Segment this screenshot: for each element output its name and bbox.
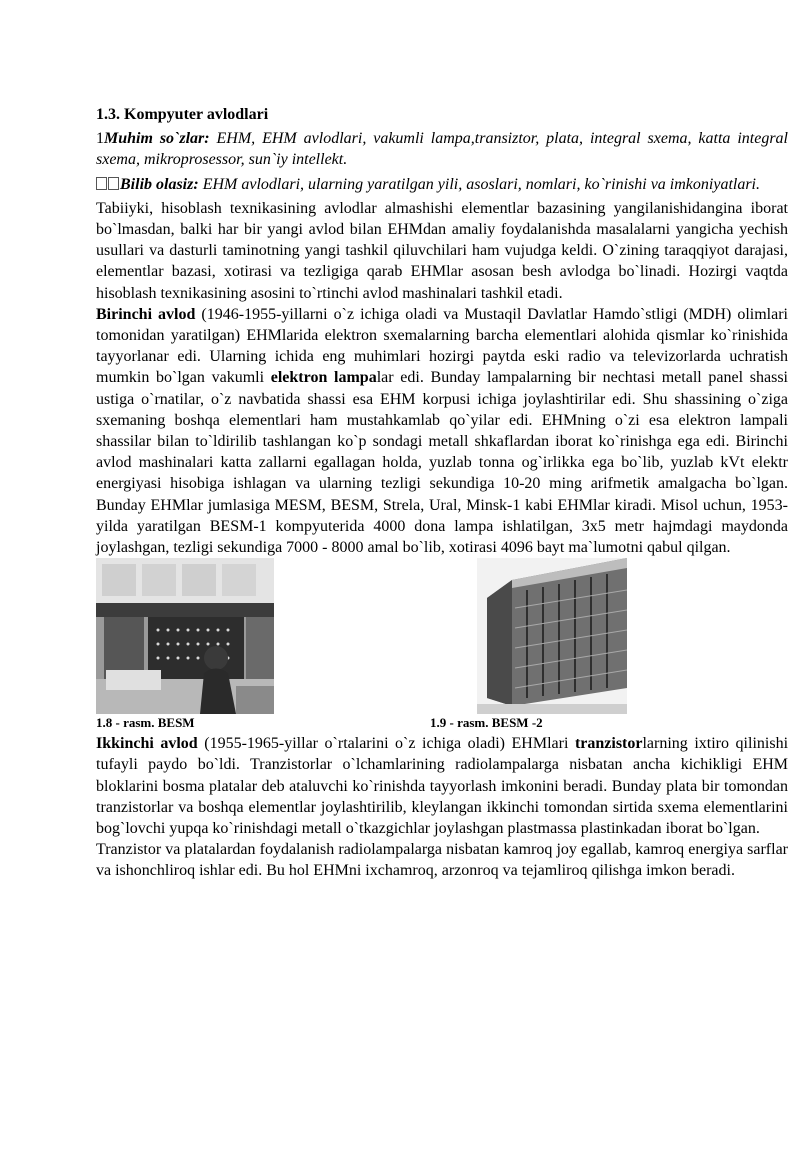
- closing-paragraph: Tranzistor va platalardan foydalanish radiolampalarga nisbatan kamroq joy egallab, kamroq energiya sarflar va ishonchliroq ishlar edi. Bu hol EHMni ixchamroq, arzonroq va tejamliroq qilishga imkon beradi.: [96, 841, 788, 880]
- document-page: [96, 104, 788, 882]
- keywords-prefix: 1: [96, 130, 104, 148]
- second-generation-text-a: (1955-1965-yillar o`rtalarini o`z ichiga oladi) EHMlari: [197, 735, 575, 753]
- first-generation-text-a: (1946-1955-yillarni o`z ichiga oladi va Mustaqil Davlatlar Hamdo`stligi (MDH) olimlari tomonidan yaratilgan) EHMlarida elektron sxemalarning barcha elementlari alohida qismlar ko`rinishida tayyorlanar edi. Ularning ichida eng muhimlari hozirgi paytda eski radio va televizorlarda uchratish mumkin bo`lgan vakumli: [96, 305, 789, 387]
- keywords-paragraph: [96, 128, 788, 170]
- besm-photo: [96, 558, 274, 714]
- transistor-term: tranzistor: [574, 735, 643, 753]
- second-generation-text-b: larning ixtiro qilinishi tufayli paydo bo`ldi. Tranzistorlar o`lchamlarining radiolampalarga nisbatan ancha kichikligi EHM bloklarini bosma platalar deb ataluvchi ko`rinishda tayyorlash imkonini beradi. Bunday plata bir tomondan tranzistorlar va boshqa elementlar joylashtirilib, kleylangan ikkinchi tomondan sirtida sxema elementlarini bog`lovchi yupqa ko`rinishdagi metall o`tkazgichlar joylashgan plastmassa plastinkadan iborat bo`lgan.: [96, 735, 789, 838]
- figures-row: [96, 558, 788, 733]
- checkbox-glyph-icon: [108, 177, 119, 190]
- checkbox-glyph-icon: [96, 177, 107, 190]
- first-generation-text-b: lar edi. Bunday lampalarning bir nechtasi metall panel shassi ustiga o`rnatilar, o`z navbatida shassi esa EHM korpusi ichiga joylashtirilar edi. Shu shassining o`ziga sxemaning boshqa elementlari ham mustahkamlab qo`yilar edi. EHMning o`zi esa elektron lampali shassilar bilan to`ldirilib tashlangan ko`p sondagi metall shkaflardan iborat ko`rinishga ega edi. Birinchi avlod mashinalari katta zallarni egallagan holda, yuzlab tonna og`irlikka ega bo`lib, yuzlab kVt elektr energiyasi hisobiga ishlagan va ularning tezligi sekundiga 10-20 ming arifmetik amalgacha bo`lgan. Bunday EHMlar jumlasiga MESM, BESM, Strela, Ural, Minsk-1 kabi EHMlar kiradi. Misol uchun, 1953-yilda yaratilgan BESM-1 kompyuterida 4000 dona lampa ishlatilgan, 3x5 metr hajmdagi maydonda joylashgan, tezligi sekundiga 7000 - 8000 amal bo`lib, xotirasi 4096 bayt ma`lumotni qabul qilgan.: [96, 369, 788, 557]
- figure-caption-besm: 1.8 - rasm. BESM: [96, 715, 195, 731]
- figure-caption-besm-2: 1.9 - rasm. BESM -2: [430, 715, 543, 731]
- second-generation-paragraph: [96, 733, 788, 839]
- first-generation-paragraph: [96, 304, 788, 558]
- besm-2-photo: [477, 558, 627, 714]
- first-generation-lead: Birinchi avlod: [96, 305, 196, 323]
- section-heading: 1.3. Kompyuter avlodlari: [96, 106, 269, 123]
- learn-text: EHM avlodlari, ularning yaratilgan yili, asoslari, nomlari, ko`rinishi va imkoniyatlari.: [198, 175, 760, 193]
- learn-label: Bilib olasiz:: [120, 175, 199, 193]
- keywords-label: Muhim so`zlar:: [104, 130, 210, 148]
- intro-paragraph: Tabiiyki, hisoblash texnikasining avlodlar almashishi elementlar bazasining yangilanishidangina iborat bo`lmasdan, balki har bir yangi avlod bilan EHMdan amaliy foydalanishda masalalarni yangicha yechish usullari va dasturli taminotning yangi tashkil qiluvchilari ham vujudga keldi. O`zining taraqqiyot darajasi, elementlar bazasi, xotirasi va tezligiga qarab EHMlar asosan besh avlodga bo`linadi. Hozirgi vaqtda hisoblash texnikasining asosini to`rtinchi avlod mashinalari tashkil etadi.: [96, 199, 788, 302]
- keywords-text: EHM, EHM avlodlari, vakumli lampa,transiztor, plata, integral sxema, katta integral sxema, mikroprosessor, sun`iy intellekt.: [96, 130, 788, 169]
- second-generation-lead: Ikkinchi avlod: [96, 735, 198, 753]
- learn-paragraph: [96, 174, 788, 195]
- electron-lamp-term: elektron lampa: [270, 369, 377, 387]
